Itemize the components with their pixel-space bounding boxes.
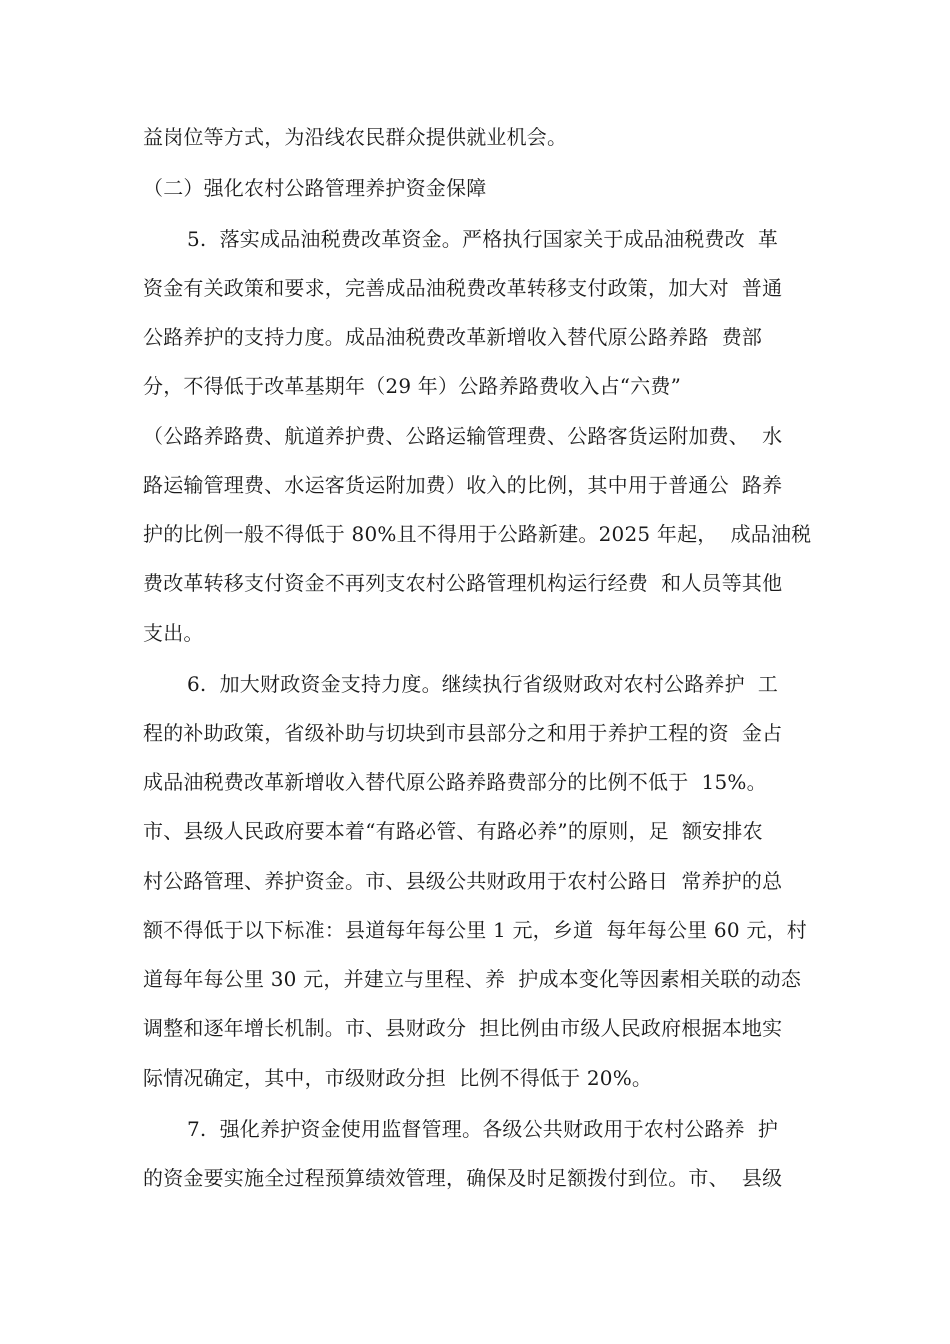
paragraph-line: 村公路管理、养护资金。市、县级公共财政用于农村公路日 常养护的总 <box>143 869 783 893</box>
paragraph-line: 5. 落实成品油税费改革资金。严格执行国家关于成品油税费改 革 <box>187 227 779 251</box>
paragraph-line: 资金有关政策和要求，完善成品油税费改革转移支付政策，加大对 普通 <box>143 276 783 300</box>
paragraph-line: 额不得低于以下标准：县道每年每公里 1 元，乡道 每年每公里 60 元，村 <box>143 918 807 942</box>
section-heading: （二）强化农村公路管理养护资金保障 <box>143 176 487 200</box>
paragraph-line: 6. 加大财政资金支持力度。继续执行省级财政对农村公路养护 工 <box>187 672 779 696</box>
paragraph-line: 的资金要实施全过程预算绩效管理，确保及时足额拨付到位。市、 县级 <box>143 1166 783 1190</box>
paragraph-line: 际情况确定，其中，市级财政分担 比例不得低于 20%。 <box>143 1066 653 1090</box>
paragraph-line: 公路养护的支持力度。成品油税费改革新增收入替代原公路养路 费部 <box>143 325 763 349</box>
paragraph-line: 7. 强化养护资金使用监督管理。各级公共财政用于农村公路养 护 <box>187 1117 779 1141</box>
paragraph-line: 护的比例一般不得低于 80%且不得用于公路新建。2025 年起， 成品油税 <box>143 522 812 546</box>
paragraph-line: （公路养路费、航道养护费、公路运输管理费、公路客货运附加费、 水 <box>143 424 783 448</box>
paragraph-line: 益岗位等方式，为沿线农民群众提供就业机会。 <box>143 125 568 149</box>
paragraph-line: 支出。 <box>143 621 204 645</box>
paragraph-line: 费改革转移支付资金不再列支农村公路管理机构运行经费 和人员等其他 <box>143 571 783 595</box>
paragraph-line: 程的补助政策，省级补助与切块到市县部分之和用于养护工程的资 金占 <box>143 721 783 745</box>
paragraph-line: 道每年每公里 30 元，并建立与里程、养 护成本变化等因素相关联的动态 <box>143 967 802 991</box>
paragraph-line: 调整和逐年增长机制。市、县财政分 担比例由市级人民政府根据本地实 <box>143 1016 783 1040</box>
paragraph-line: 市、县级人民政府要本着“有路必管、有路必养”的原则，足 额安排农 <box>143 819 763 843</box>
paragraph-line: 路运输管理费、水运客货运附加费）收入的比例，其中用于普通公 路养 <box>143 473 783 497</box>
paragraph-line: 分，不得低于改革基期年（29 年）公路养路费收入占“六费” <box>143 374 682 398</box>
paragraph-line: 成品油税费改革新增收入替代原公路养路费部分的比例不低于 15%。 <box>143 770 767 794</box>
